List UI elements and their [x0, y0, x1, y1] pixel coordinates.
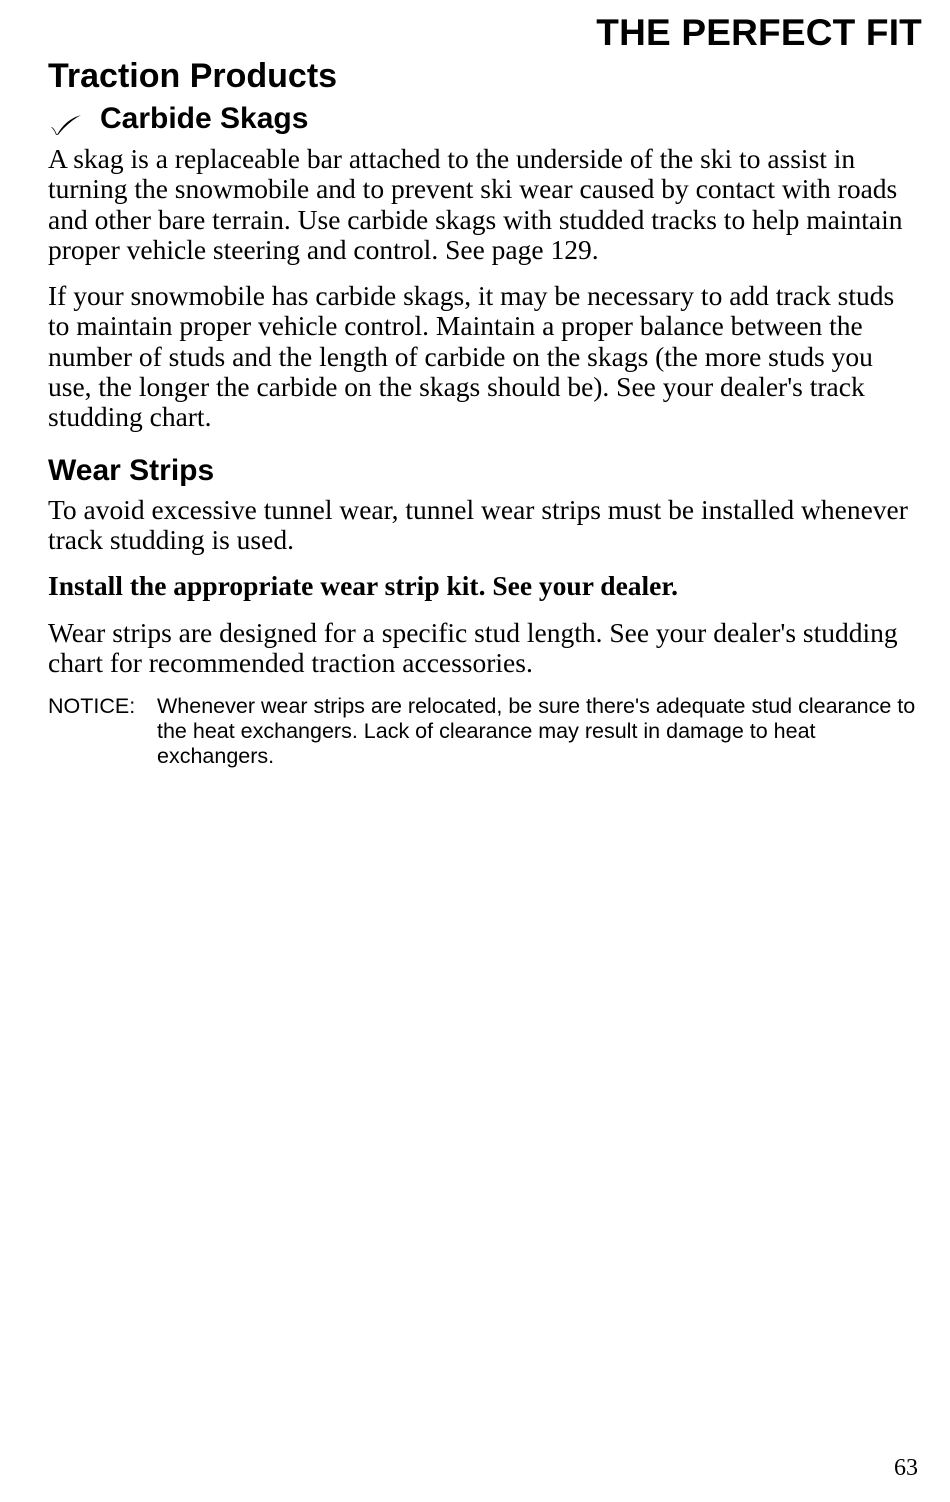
notice-text: Whenever wear strips are relocated, be sure there's adequate stud clearance to the heat exchangers. Lack of clearance may result in damage to heat exchangers. [157, 694, 916, 769]
subsection-title-label: Carbide Skags [100, 102, 309, 135]
wear-strips-paragraph-1: To avoid excessive tunnel wear, tunnel wear strips must be installed whenever track studding is used. [48, 493, 908, 555]
subsection-title-wear-strips: Wear Strips [48, 453, 215, 487]
carbide-skags-paragraph-1: A skag is a replaceable bar attached to the underside of the ski to assist in turning the snowmobile and to prevent ski wear caused by contact with roads and other bare terrain. Use carbide skags with studded tracks to help maintain proper vehicle steering and control. See page 129. [48, 143, 903, 265]
page-content [48, 54, 920, 769]
checkmark-icon [50, 108, 82, 130]
wear-strips-instruction: Install the appropriate wear strip kit. See your dealer. [48, 570, 678, 602]
page-number: 63 [894, 1455, 918, 1481]
notice-block [48, 694, 920, 769]
section-title: Traction Products [48, 57, 338, 95]
wear-strips-paragraph-2: Wear strips are designed for a specific stud length. See your dealer's studding chart for recommended traction accessories. [48, 616, 898, 678]
carbide-skags-paragraph-2: If your snowmobile has carbide skags, it may be necessary to add track studs to maintain proper vehicle control. Maintain a proper balance between the number of studs and the length of carbide on the skags (the more studs you use, the longer the carbide on the skags should be). See your dealer's track studding chart. [48, 280, 895, 433]
subsection-title-carbide-skags [48, 100, 920, 138]
running-head: THE PERFECT FIT [596, 12, 922, 53]
notice-label: NOTICE: [48, 694, 136, 719]
